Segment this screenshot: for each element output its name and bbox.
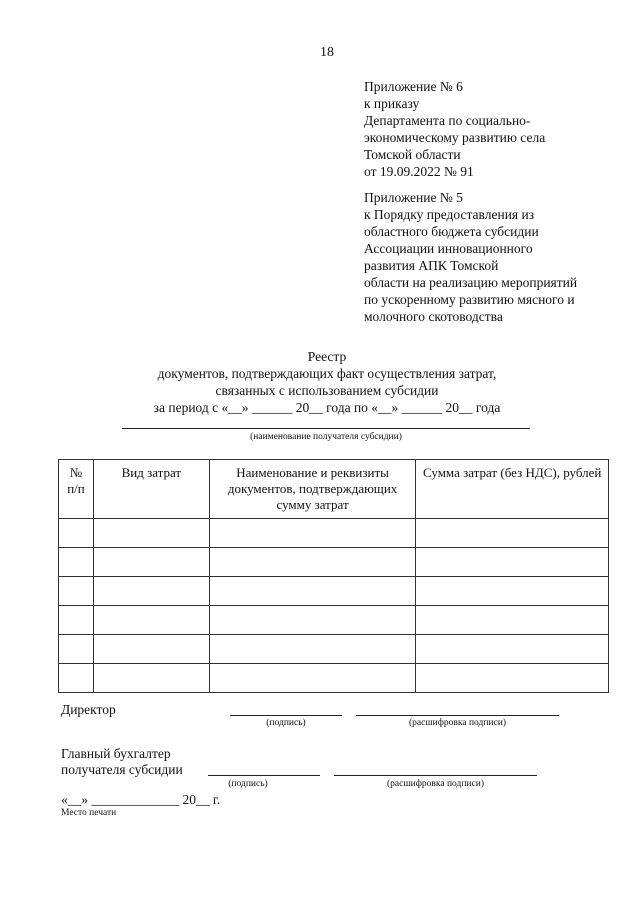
table-cell[interactable] [209, 664, 416, 693]
accountant-signature-line[interactable] [208, 775, 320, 776]
table-row [59, 635, 609, 664]
register-title [120, 348, 534, 416]
table-cell[interactable] [209, 548, 416, 577]
table-header-row [59, 460, 609, 519]
table-cell[interactable] [209, 635, 416, 664]
seal-caption: Место печати [61, 808, 117, 818]
table-cell[interactable] [416, 577, 609, 606]
appendix-line: молочного скотоводства [364, 309, 503, 324]
table-cell[interactable] [93, 577, 209, 606]
appendix-line: к приказу [364, 96, 420, 111]
appendix-line: к Порядку предоставления из [364, 207, 535, 222]
accountant-label-line: получателя субсидии [61, 762, 183, 777]
table-cell[interactable] [416, 548, 609, 577]
accountant-decode-line[interactable] [334, 775, 537, 776]
table-cell[interactable] [59, 519, 94, 548]
date-field[interactable]: «__» _____________ 20__ г. [61, 792, 221, 807]
director-signature-line[interactable] [230, 715, 342, 716]
accountant-label-line: Главный бухгалтер [61, 746, 171, 761]
director-decode-caption: (расшифровка подписи) [409, 718, 506, 728]
accountant-signature-caption: (подпись) [228, 779, 268, 789]
appendix-line: по ускоренному развитию мясного и [364, 292, 575, 307]
table-row [59, 664, 609, 693]
accountant-decode-caption: (расшифровка подписи) [387, 779, 484, 789]
table-cell[interactable] [209, 519, 416, 548]
table-cell[interactable] [93, 519, 209, 548]
table-cell[interactable] [59, 606, 94, 635]
table-cell[interactable] [416, 664, 609, 693]
appendix-line: Томской области [364, 147, 461, 162]
director-decode-line[interactable] [356, 715, 559, 716]
period-line: за период с «__» ______ 20__ года по «__» ______ 20__ года [153, 400, 501, 415]
table-cell[interactable] [209, 606, 416, 635]
appendix-line: экономическому развитию села [364, 130, 546, 145]
table-row [59, 548, 609, 577]
table-cell[interactable] [416, 606, 609, 635]
appendix-line: Ассоциации инновационного [364, 241, 533, 256]
table-cell[interactable] [416, 635, 609, 664]
recipient-name-field[interactable] [122, 428, 530, 429]
col-header-documents: Наименование и реквизиты документов, подтверждающих сумму затрат [209, 460, 416, 519]
table-cell[interactable] [93, 606, 209, 635]
register-table [58, 459, 609, 693]
title-line: Реестр [307, 349, 347, 364]
appendix-block-order [364, 78, 634, 180]
appendix-line: Департамента по социально- [364, 113, 531, 128]
appendix-block-procedure [364, 189, 634, 325]
table-cell[interactable] [59, 577, 94, 606]
col-header-cost-type: Вид затрат [93, 460, 209, 519]
table-row [59, 606, 609, 635]
table-cell[interactable] [93, 635, 209, 664]
table-cell[interactable] [93, 664, 209, 693]
table-row [59, 577, 609, 606]
director-signature-caption: (подпись) [266, 718, 306, 728]
table-cell[interactable] [59, 635, 94, 664]
accountant-label [61, 746, 183, 778]
col-header-number: № п/п [59, 460, 94, 519]
appendix-line: Приложение № 6 [364, 79, 463, 94]
appendix-line: от 19.09.2022 № 91 [364, 164, 474, 179]
table-row [59, 519, 609, 548]
table-cell[interactable] [93, 548, 209, 577]
appendix-line: развития АПК Томской [364, 258, 499, 273]
title-line: документов, подтверждающих факт осуществления затрат, [157, 366, 497, 381]
recipient-caption: (наименование получателя субсидии) [250, 432, 402, 442]
col-header-amount: Сумма затрат (без НДС), рублей [416, 460, 609, 519]
table-cell[interactable] [59, 664, 94, 693]
page-number: 18 [320, 45, 334, 60]
director-label: Директор [61, 702, 116, 717]
appendix-line: Приложение № 5 [364, 190, 463, 205]
appendix-line: областного бюджета субсидии [364, 224, 539, 239]
table-cell[interactable] [416, 519, 609, 548]
title-line: связанных с использованием субсидии [215, 383, 439, 398]
table-cell[interactable] [59, 548, 94, 577]
appendix-line: области на реализацию мероприятий [364, 275, 578, 290]
table-cell[interactable] [209, 577, 416, 606]
